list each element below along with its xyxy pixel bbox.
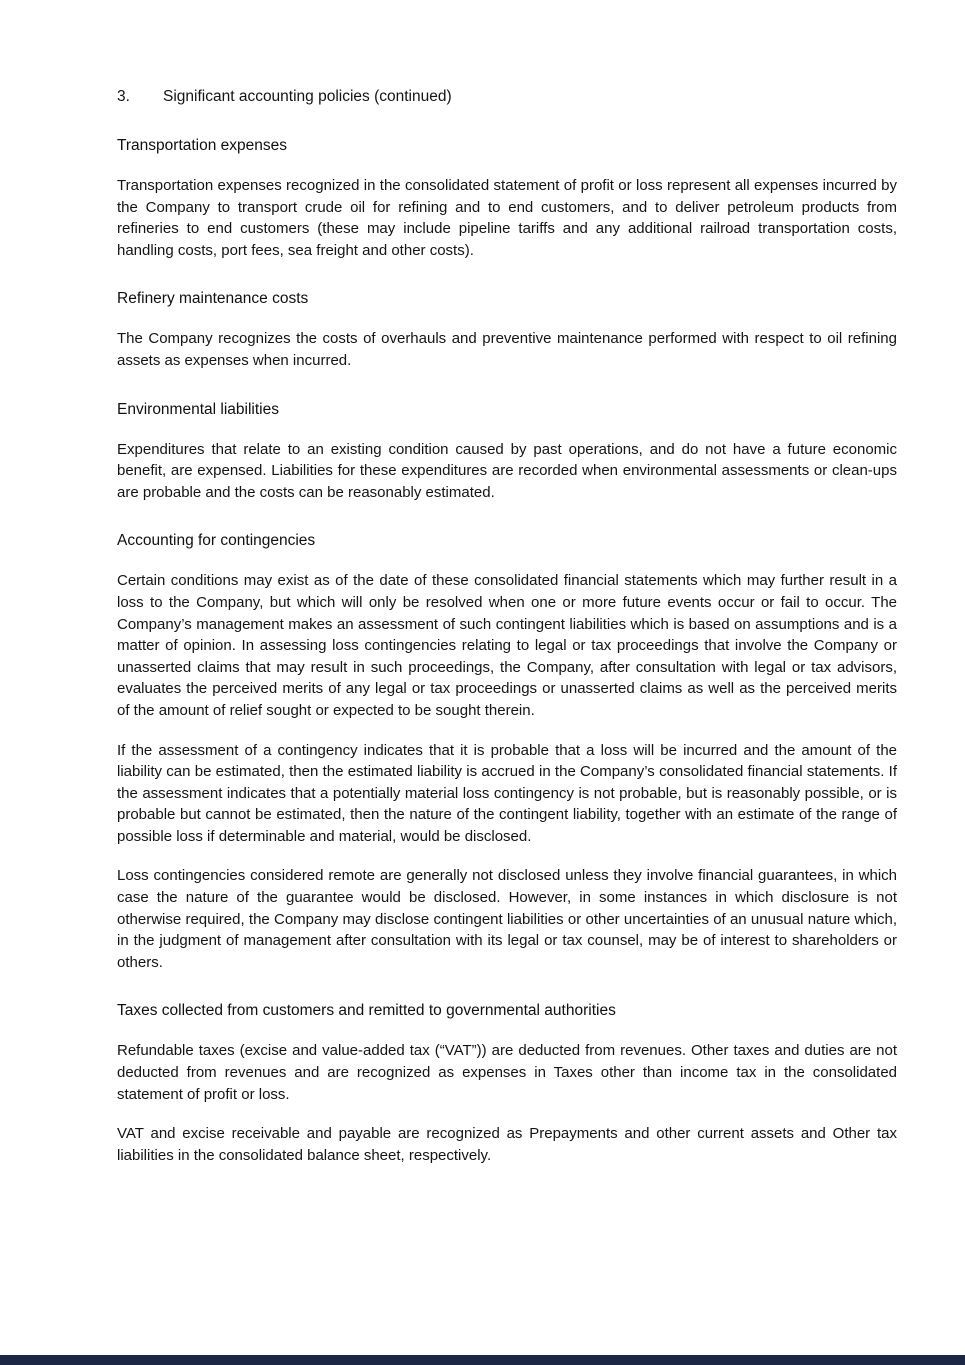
paragraph: Refundable taxes (excise and value-added tax (“VAT”)) are deducted from revenues. Other taxes and duties are not deducted from revenues and are recognized as expenses in Taxes other than income tax in the consolidated statement of profit or loss. (117, 1042, 897, 1103)
section-title-row (117, 86, 897, 108)
section-heading-accounting-for-contingencies: Accounting for contingencies (117, 532, 316, 550)
page-title: Significant accounting policies (continued) (163, 88, 452, 105)
section-number: 3. (117, 88, 130, 105)
paragraph: Transportation expenses recognized in the consolidated statement of profit or loss represent all expenses incurred by the Company to transport crude oil for refining and to end customers, and to deliver petroleum products from refineries to end customers (these may include pipeline tariffs and any additional railroad transportation costs, handling costs, port fees, sea freight and other costs). (117, 177, 897, 259)
paragraph: If the assessment of a contingency indicates that it is probable that a loss will be incurred and the amount of the liability can be estimated, then the estimated liability is accrued in the Company’s consolidated financial statements. If the assessment indicates that a potentially material loss contingency is not probable, but is reasonably possible, or is probable but cannot be estimated, then the nature of the contingent liability, together with an estimate of the range of possible loss if determinable and material, would be disclosed. (117, 741, 897, 845)
paragraph: Expenditures that relate to an existing condition caused by past operations, and do not have a future economic benefit, are expensed. Liabilities for these expenditures are recorded when environmental assessments or clean-ups are probable and the costs can be reasonably estimated. (117, 440, 897, 501)
paragraph: VAT and excise receivable and payable are recognized as Prepayments and other current assets and Other tax liabilities in the consolidated balance sheet, respectively. (117, 1125, 897, 1164)
section-heading-transportation-expenses: Transportation expenses (117, 137, 288, 154)
paragraph: The Company recognizes the costs of overhauls and preventive maintenance performed with respect to oil refining assets as expenses when incurred. (117, 330, 897, 369)
footer-bar (0, 1355, 965, 1365)
section-heading-environmental-liabilities: Environmental liabilities (117, 400, 279, 418)
paragraph: Certain conditions may exist as of the date of these consolidated financial statements which may further result in a loss to the Company, but which will only be resolved when one or more future events occur or fail to occur. The Company’s management makes an assessment of such contingent liabilities which is based on assumptions and is a matter of opinion. In assessing loss contingencies relating to legal or tax proceedings that involve the Company or unasserted claims that may result in such proceedings, the Company, after consultation with legal or tax advisors, evaluates the perceived merits of any legal or tax proceedings or unasserted claims as well as the perceived merits of the amount of relief sought or expected to be sought therein. (117, 572, 897, 719)
section-heading-taxes-collected: Taxes collected from customers and remitted to governmental authorities (117, 1002, 616, 1020)
section-heading-refinery-maintenance-costs: Refinery maintenance costs (117, 290, 309, 308)
paragraph: Loss contingencies considered remote are generally not disclosed unless they involve financial guarantees, in which case the nature of the guarantee would be disclosed. However, in some instances in which disclosure is not otherwise required, the Company may disclose contingent liabilities or other uncertainties of an unusual nature which, in the judgment of management after consultation with its legal or tax counsel, may be of interest to shareholders or others. (117, 867, 897, 971)
